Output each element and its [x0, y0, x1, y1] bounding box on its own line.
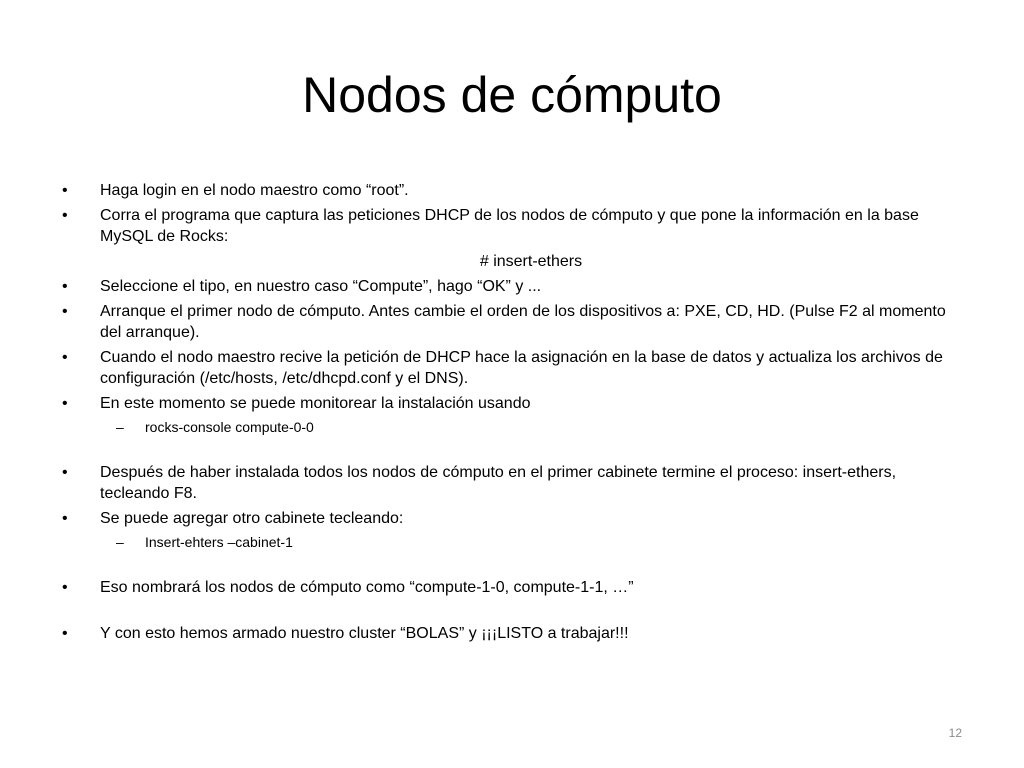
bullet-text: Haga login en el nodo maestro como “root”.	[100, 182, 409, 199]
spacer	[62, 441, 962, 462]
bullet-icon: •	[62, 395, 68, 412]
bullet-item-boot-node	[62, 301, 962, 343]
bullet-item-dhcp-assignment	[62, 347, 962, 389]
bullet-icon: •	[62, 182, 68, 199]
bullet-item-naming	[62, 577, 962, 598]
bullet-icon: •	[62, 464, 68, 481]
bullet-item-monitor	[62, 393, 962, 414]
bullet-item-login	[62, 180, 962, 201]
spacer	[62, 602, 962, 623]
bullet-icon: •	[62, 510, 68, 527]
bullet-text: Se puede agregar otro cabinete tecleando:	[100, 510, 404, 527]
spacer	[62, 556, 962, 577]
bullet-text: Cuando el nodo maestro recive la petición de DHCP hace la asignación en la base de datos y actualiza los archivos de configuración (/etc/hosts, /etc/dhcpd.conf y el DNS).	[100, 349, 943, 387]
bullet-icon: •	[62, 579, 68, 596]
bullet-icon: •	[62, 207, 68, 224]
slide-title: Nodos de cómputo	[302, 67, 722, 123]
sub-item-insert-cabinet	[62, 533, 962, 552]
bullet-text: Corra el programa que captura las peticiones DHCP de los nodos de cómputo y que pone la información en la base MySQL de Rocks:	[100, 207, 919, 245]
sub-item-rocks-console	[62, 418, 962, 437]
bullet-text: Y con esto hemos armado nuestro cluster “BOLAS” y ¡¡¡LISTO a trabajar!!!	[100, 625, 629, 642]
slide-body	[62, 180, 962, 648]
bullet-item-conclusion	[62, 623, 962, 644]
bullet-text: Después de haber instalada todos los nodos de cómputo en el primer cabinete termine el proceso: insert-ethers, tecleando F8.	[100, 464, 897, 502]
dash-icon: –	[116, 419, 124, 435]
bullet-icon: •	[62, 303, 68, 320]
bullet-icon: •	[62, 278, 68, 295]
bullet-item-finish-process	[62, 462, 962, 504]
bullet-icon: •	[62, 349, 68, 366]
bullet-text: En este momento se puede monitorear la instalación usando	[100, 395, 531, 412]
sub-item-text: Insert-ehters –cabinet-1	[145, 534, 293, 550]
bullet-text: Seleccione el tipo, en nuestro caso “Compute”, hago “OK” y ...	[100, 278, 542, 295]
bullet-item-capture-dhcp	[62, 205, 962, 247]
sub-item-text: rocks-console compute-0-0	[145, 419, 314, 435]
bullet-item-add-cabinet	[62, 508, 962, 529]
bullet-icon: •	[62, 625, 68, 642]
bullet-text: Arranque el primer nodo de cómputo. Antes cambie el orden de los dispositivos a: PXE, CD, HD. (Pulse F2 al momento del arranque).	[100, 303, 946, 341]
command-line: # insert-ethers	[479, 253, 583, 270]
bullet-text: Eso nombrará los nodos de cómputo como “compute-1-0, compute-1-1, …”	[100, 579, 634, 596]
page-number: 12	[948, 726, 962, 740]
bullet-item-select-type	[62, 276, 962, 297]
dash-icon: –	[116, 534, 124, 550]
